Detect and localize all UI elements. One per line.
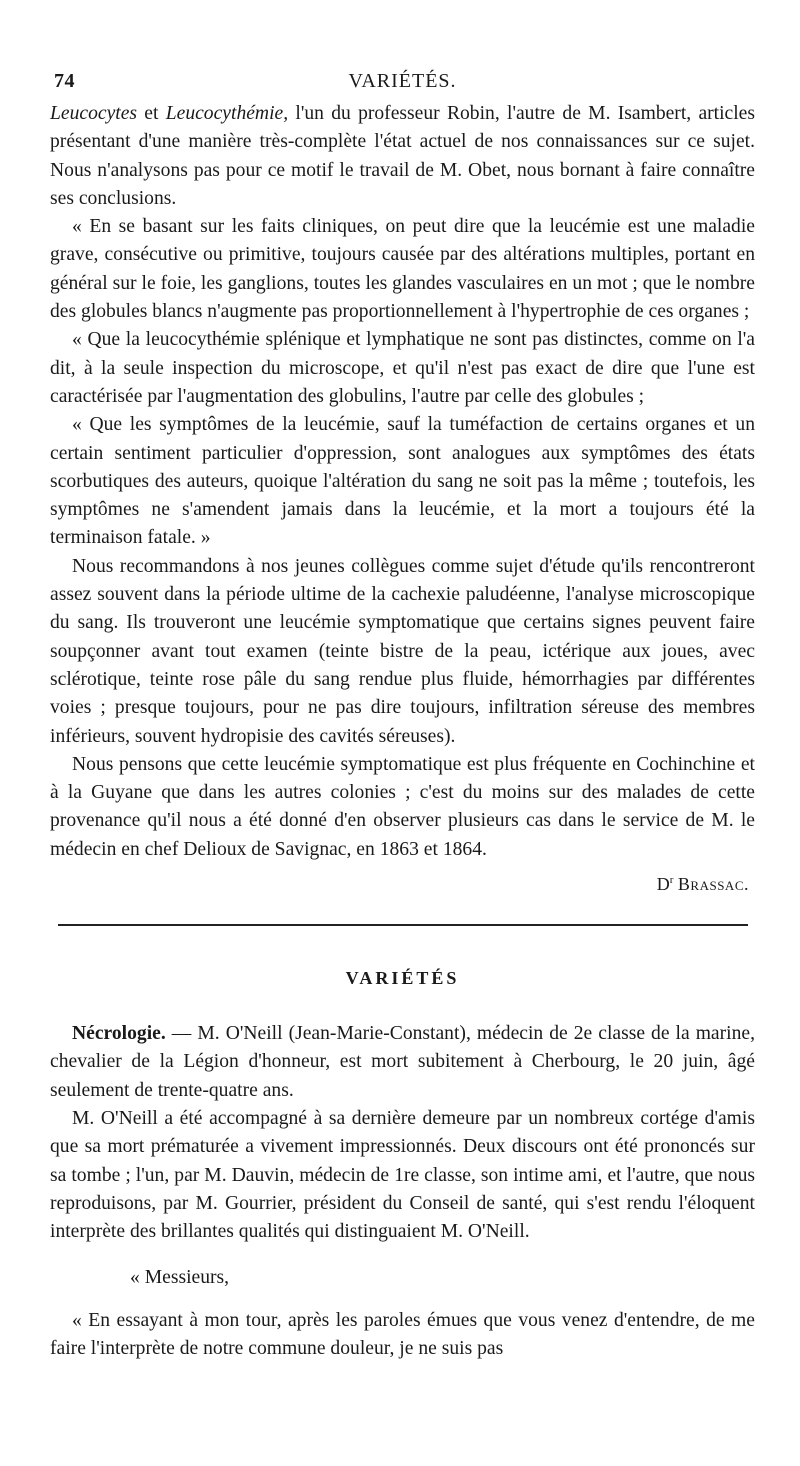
running-head (50, 70, 755, 100)
speech-paragraph: « En essayant à mon tour, après les paroles émues que vous venez d'entendre, de me faire l'interprète de notre commune douleur, je ne suis pas (50, 1309, 755, 1359)
article-paragraph-3: « Que la leucocythémie splénique et lymphatique ne sont pas distinctes, comme on l'a dit, à la seule inspection du microscope, et qu'il n'est pas exact de dire que l'une est caractérisée par l'augmentation des globulins, l'autre par celle des globules ; (50, 329, 755, 407)
italic-term-leucocythemie: Leucocythémie, (165, 103, 289, 124)
funeral-paragraph: M. O'Neill a été accompagné à sa dernière demeure par un nombreux cortége d'amis que sa mort prématurée a vivement impressionnés. Deux discours ont été prononcés sur sa tombe ; l'un, par M. Dauvin, médecin de 1re classe, son intime ami, et l'autre, que nous reproduisons, par M. Gourrier, président du Conseil de santé, qui s'est rendu l'éloquent interprète des brillantes qualités qui distinguaient M. O'Neill. (50, 1107, 755, 1243)
section-title: VARIÉTÉS (345, 968, 460, 989)
author-signature (50, 870, 755, 898)
section-divider (58, 924, 748, 926)
italic-term-leucocytes: Leucocytes (50, 103, 138, 124)
document-page (50, 70, 755, 1363)
necrologie-paragraph-text: — M. O'Neill (Jean-Marie-Constant), médecin de 2e classe de la marine, chevalier de la Légion d'honneur, est mort subitement à Cherbourg, le 20 juin, âgé seulement de trente-quatre ans. (50, 1023, 755, 1101)
runin-heading: Nécrologie. (72, 1023, 166, 1045)
page-number: 74 (54, 70, 75, 92)
section-body (50, 1020, 755, 1363)
article-body (50, 100, 755, 864)
article-paragraph-4: « Que les symptômes de la leucémie, sauf la tuméfaction de certains organes et un certain sentiment particulier d'oppression, sont analogues aux symptômes des états scorbutiques des auteurs, quoique l'altération du sang ne soit pas la même ; toutefois, les symptômes ne s'amendent jamais dans la leucémie, et la mort a toujours été la terminaison fatale. » (50, 414, 755, 549)
article-paragraph-6: Nous pensons que cette leucémie symptomatique est plus fréquente en Cochinchine et à la Guyane que dans les autres colonies ; c'est du moins sur des malades de cette provenance qu'il nous a été donné d'en observer plusieurs cas dans le service de M. le médecin en chef Delioux de Savignac, en 1863 et 1864. (50, 753, 755, 860)
signature-title-sup: r (669, 874, 674, 887)
article-paragraph-2: « En se basant sur les faits cliniques, on peut dire que la leucémie est une maladie grave, consécutive ou primitive, toujours causée par des altérations multiples, portant en général sur le foie, les ganglions, toutes les glandes vasculaires en un mot ; que le nombre des globules blancs n'augmente pas proportionnellement à l'hypertrophie de ces organes ; (50, 216, 755, 323)
article-paragraph-1: Leucocytes et Leucocythémie, l'un du professeur Robin, l'autre de M. Isambert, articles présentant d'une manière très-complète l'état actuel de nos connaissances sur ce sujet. Nous n'analysons pas pour ce motif le travail de M. Obet, nous bornant à faire connaître ses conclusions. (50, 103, 756, 209)
signature-name: Brassac. (677, 874, 749, 895)
necrologie-paragraph (50, 1020, 755, 1105)
article-paragraph-1-rest: l'un du professeur Robin, l'autre de M. Isambert, articles présentant d'une manière très-complète l'état actuel de nos connaissances sur ce sujet. Nous n'analysons pas pour ce motif le travail de M. Obet, nous bornant à faire connaître ses conclusions. (50, 103, 756, 209)
speech-salutation: « Messieurs, (130, 1267, 230, 1289)
article-paragraph-5: Nous recommandons à nos jeunes collègues comme sujet d'étude qu'ils rencontreront assez souvent dans la période ultime de la cachexie paludéenne, l'analyse microscopique du sang. Ils trouveront une leucémie symptomatique que certains signes peuvent faire soupçonner avant tout examen (teinte bistre de la peau, ictérique aux joues, avec sclérotique, teinte rose pâle du sang rendue plus fluide, hémorrhagies par différentes voies ; presque toujours, pour ne pas dire toujours, infiltration séreuse des membres inférieurs, souvent hydropisie des cavités séreuses). (50, 555, 755, 747)
signature-title: D (656, 874, 670, 895)
running-title: VARIÉTÉS. (348, 70, 457, 92)
